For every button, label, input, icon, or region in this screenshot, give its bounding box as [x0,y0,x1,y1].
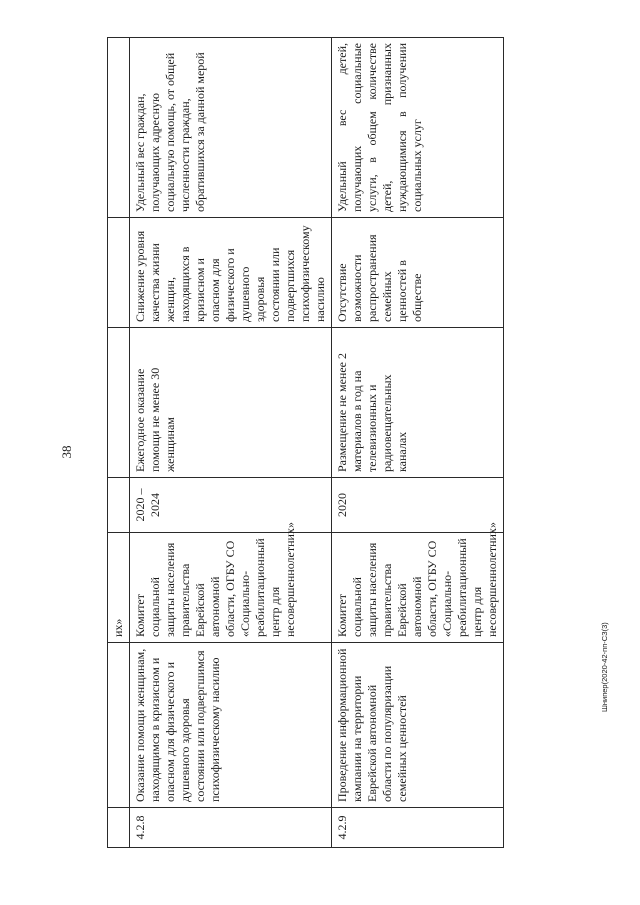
cell-years: 2020 – 2024 [130,478,332,533]
cell-years: 2020 [332,478,504,533]
cell-empty [108,38,130,218]
table-row [332,38,504,848]
cell-number: 4.2.9 [332,808,504,848]
table-row [130,38,332,848]
cell-indicator: Удельный вес детей, получающих социальные услуги, в общем количестве детей, признанных нуждающимися в получении социальных услуг [332,38,504,218]
cell-empty [108,328,130,478]
cell-empty [108,643,130,808]
cell-result: Размещение не менее 2 материалов в год на телевизионных и радиовещательных каналах [332,328,504,478]
cell-empty [108,478,130,533]
table-row-continuation [108,38,130,848]
cell-measure-name: Проведение информационной кампании на территории Еврейской автономной области по популяризации семейных ценностей [332,643,504,808]
rotated-table-container [107,38,499,848]
page-number: 38 [59,445,74,459]
cell-measure-name: Оказание помощи женщинам, находящимся в кризисном и опасном для физического и душевного здоровья состоянии или подвергшимся психофизическому насилию [130,643,332,808]
cell-empty [108,218,130,328]
measures-table [107,37,504,848]
cell-executor: Комитет социальной защиты населения правительства Еврейской автономной области, ОГБУ СО «Социально-реабилитационный центр для несовершеннолетних» [332,533,504,643]
cell-executor-tail: их» [108,533,130,643]
cell-executor: Комитет социальной защиты населения правительства Еврейской автономной области, ОГБУ СО «Социально-реабилитационный центр для несовершеннолетних» [130,533,332,643]
cell-number: 4.2.8 [130,808,332,848]
cell-empty [108,808,130,848]
footer-document-code: Шнипер(2020-42-пп-СЗ(3) [600,622,609,712]
cell-indicator: Удельный вес граждан, получающих адресную социальную помощь, от общей численности граждан, обратившихся за данной мерой [130,38,332,218]
cell-risk: Снижение уровня качества жизни женщин, находящихся в кризисном и опасном для физического и душевного здоровья состоянии или подвергшихся психофизическому насилию [130,218,332,328]
cell-risk: Отсутствие возможности распространения семейных ценностей в обществе [332,218,504,328]
cell-result: Ежегодное оказание помощи не менее 30 женщинам [130,328,332,478]
